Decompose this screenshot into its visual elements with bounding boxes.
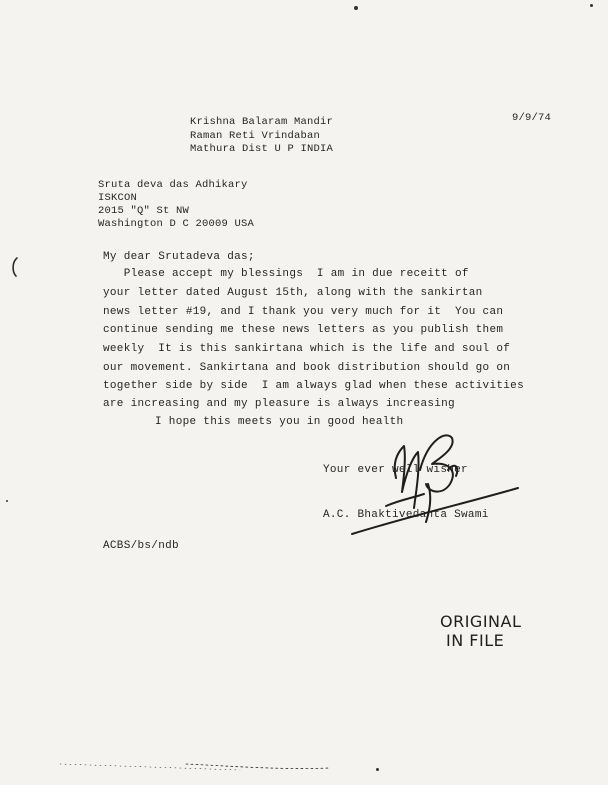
body-line: continue sending me these news letters as you publish them <box>103 324 504 336</box>
margin-mark <box>13 258 17 276</box>
letterhead-line-2: Raman Reti Vrindaban <box>190 130 321 142</box>
recipient-city: Washington D C 20009 USA <box>98 218 255 230</box>
speck <box>6 500 8 502</box>
body-line: our movement. Sankirtana and book distribution should go on <box>103 362 511 374</box>
body-line: your letter dated August 15th, along with the sankirtan <box>103 287 483 299</box>
letterhead-line-1: Krishna Balaram Mandir <box>190 116 334 128</box>
body-line: together side by side I am always glad when these activities <box>103 380 524 392</box>
speck <box>376 768 379 771</box>
stamp-line-2: IN FILE <box>446 631 505 650</box>
speck <box>590 4 593 7</box>
bottom-scan-noise <box>186 764 330 769</box>
stamp-line-1: ORIGINAL <box>440 612 522 631</box>
body-line: news letter #19, and I thank you very much for it You can <box>103 306 504 318</box>
closing-line: I hope this meets you in good health <box>155 416 404 428</box>
recipient-name: Sruta deva das Adhikary <box>98 179 248 191</box>
letter-date: 9/9/74 <box>512 112 552 124</box>
speck <box>354 6 358 10</box>
salutation: My dear Srutadeva das; <box>103 251 255 263</box>
recipient-street: 2015 "Q" St NW <box>98 205 190 217</box>
body-line: Please accept my blessings I am in due receitt of <box>103 268 469 280</box>
body-line: are increasing and my pleasure is always increasing <box>103 398 455 410</box>
signature-closing: Your ever well wisher <box>323 464 468 476</box>
letterhead-line-3: Mathura Dist U P INDIA <box>190 143 334 155</box>
reference-initials: ACBS/bs/ndb <box>103 540 179 552</box>
bottom-scan-noise <box>60 764 240 770</box>
recipient-org: ISKCON <box>98 192 138 204</box>
signature-name: A.C. Bhaktivedanta Swami <box>323 509 489 521</box>
body-line: weekly It is this sankirtana which is the life and soul of <box>103 343 511 355</box>
